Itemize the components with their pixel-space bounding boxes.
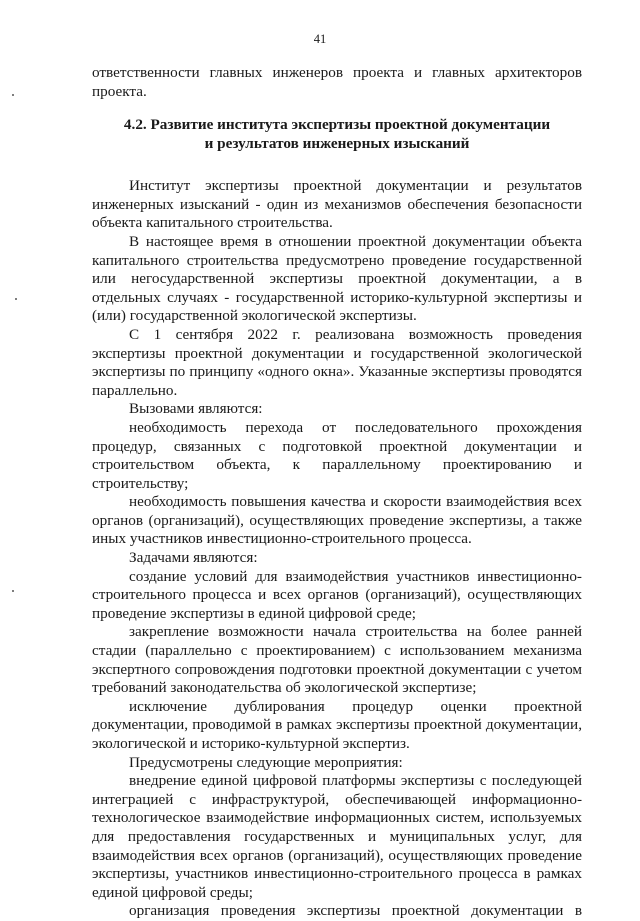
section-heading-line-1: 4.2. Развитие института экспертизы проектной документации bbox=[123, 116, 551, 134]
paragraph: Вызовами являются: bbox=[129, 400, 263, 418]
list-item: организация проведения экспертизы проектной документации в bbox=[129, 902, 582, 920]
list-item: необходимость перехода от последовательного прохождения процедур, связанных с подготовкой проектной документации и строительством объекта, к параллельному проектированию и строительству; bbox=[92, 418, 582, 492]
paragraph: В настоящее время в отношении проектной документации объекта капитального строительства предусмотрено проведение государственной или негосударственной экспертизы проектной документации, а в отдельных случаях - государственной историко-культурной экспертизы и (или) государственной экологической экспертизы. bbox=[92, 232, 582, 325]
section-heading-line-2: и результатов инженерных изысканий bbox=[204, 135, 470, 153]
paragraph: С 1 сентября 2022 г. реализована возможность проведения экспертизы проектной документации и государственной экологической экспертизы по принципу «одного окна». Указанные экспертизы проводятся параллельно. bbox=[92, 325, 582, 399]
scan-speck bbox=[15, 298, 17, 300]
list-item: создание условий для взаимодействия участников инвестиционно-строительного процесса и всех органов (организаций), осуществляющих проведение экспертизы в единой цифровой среде; bbox=[92, 567, 582, 622]
page-number: 41 bbox=[313, 32, 327, 46]
list-item: необходимость повышения качества и скорости взаимодействия всех органов (организаций), осуществляющих проведение экспертизы, а также иных участников инвестиционно-строительного процесса. bbox=[92, 493, 582, 548]
section-heading bbox=[92, 115, 582, 153]
scan-speck bbox=[12, 590, 14, 592]
list-item: внедрение единой цифровой платформы экспертизы с последующей интеграцией с инфраструктурой, обеспечивающей информационно-технологическое взаимодействие информационных систем, используемых для предоставления государственных и муниципальных услуг, для взаимодействия всех органов (организаций), осуществляющих проведение экспертизы, участников инвестиционно-строительного процесса в рамках единой цифровой среды; bbox=[92, 772, 582, 901]
spacer bbox=[92, 167, 582, 177]
paragraph: Задачами являются: bbox=[129, 549, 258, 567]
intro-fragment: ответственности главных инженеров проекта и главных архитекторов проекта. bbox=[92, 64, 582, 100]
list-item: закрепление возможности начала строительства на более ранней стадии (параллельно с проектированием) с использованием механизма экспертного сопровождения подготовки проектной документации с учетом требований законодательства об экологической экспертизе; bbox=[92, 623, 582, 697]
document-body bbox=[92, 64, 582, 921]
scan-speck bbox=[12, 94, 14, 96]
paragraph: Предусмотрены следующие мероприятия: bbox=[129, 753, 403, 771]
list-item: исключение дублирования процедур оценки проектной документации, проводимой в рамках экспертизы проектной документации, экологической и историко-культурной экспертиз. bbox=[92, 697, 582, 752]
paragraph: Институт экспертизы проектной документации и результатов инженерных изысканий - один из механизмов обеспечения безопасности объекта капитального строительства. bbox=[92, 177, 582, 232]
